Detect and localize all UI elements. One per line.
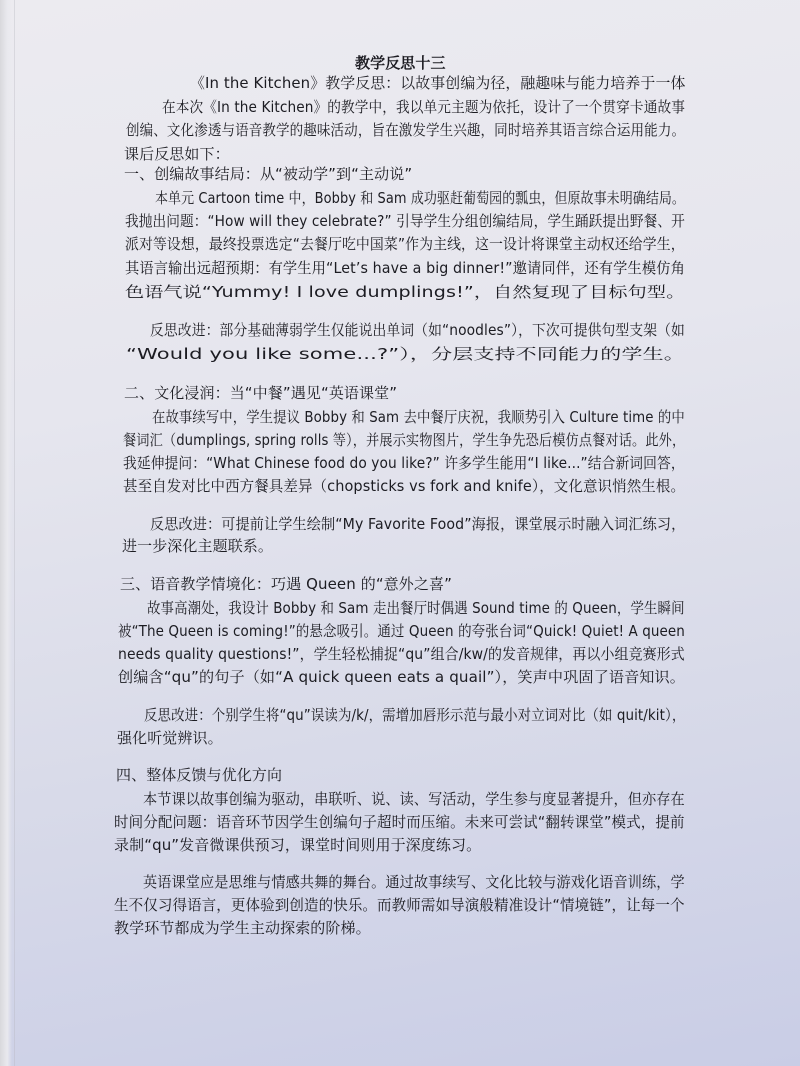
section-3-improvement-line: 强化听觉辨识。 xyxy=(117,729,223,747)
section-heading-2: 二、文化浸润：当“中餐”遇见“英语课堂” xyxy=(124,384,398,402)
section-3-body-line: 被“The Queen is coming!”的悬念吸引。通过 Queen 的夸张台词“Quick! Quiet! A queen xyxy=(118,622,685,640)
section-1-body-line: 其语言输出远超预期：有学生用“Let’s have a big dinner!”邀请同伴，还有学生模仿角 xyxy=(125,259,685,277)
section-1-improvement-line: 反思改进：部分基础薄弱学生仅能说出单词（如“noodles”），下次可提供句型支架（如 xyxy=(150,321,685,339)
section-1-body-line: 派对等设想，最终投票选定“去餐厅吃中国菜”作为主线，这一设计将课堂主动权还给学生， xyxy=(125,235,685,253)
section-2-improvement-line: 反思改进：可提前让学生绘制“My Favorite Food”海报，课堂展示时融入词汇练习， xyxy=(150,515,686,533)
section-2-body-line: 我延伸提问：“What Chinese food do you like?” 许多学生能用“I like...”结合新词回答， xyxy=(123,454,685,472)
intro-line: 在本次《In the Kitchen》的教学中，我以单元主题为依托，设计了一个贯穿卡通故事 xyxy=(162,98,685,116)
section-heading-4: 四、整体反馈与优化方向 xyxy=(116,766,283,784)
section-4-body-line: 录制“qu”发音微课供预习，课堂时间则用于深度练习。 xyxy=(114,836,482,854)
section-3-body-line: 创编含“qu”的句子（如“A quick queen eats a quail”），笑声中巩固了语音知识。 xyxy=(118,668,686,686)
section-4-body-line: 本节课以故事创编为驱动，串联听、说、读、写活动，学生参与度显著提升，但亦存在 xyxy=(143,790,685,808)
conclusion-line: 生不仅习得语言，更体验到创造的快乐。而教师需如导演般精准设计“情境链”，让每一个 xyxy=(114,896,685,914)
section-3-improvement-line: 反思改进：个别学生将“qu”误读为/k/，需增加唇形示范与最小对立词对比（如 quit/kit）， xyxy=(144,706,686,724)
section-2-body-line: 在故事续写中，学生提议 Bobby 和 Sam 去中餐厅庆祝，我顺势引入 Culture time 的中 xyxy=(152,408,685,426)
section-2-body-line: 餐词汇（dumplings, spring rolls 等），并展示实物图片，学生争先恐后模仿点餐对话。此外， xyxy=(123,431,686,449)
section-2-body-line: 甚至自发对比中西方餐具差异（chopsticks vs fork and knife），文化意识悄然生根。 xyxy=(123,477,686,495)
section-1-improvement-line: “Would you like some...?”），分层支持不同能力的学生。 xyxy=(126,345,685,363)
document-subtitle: 《In the Kitchen》教学反思：以故事创编为径，融趣味与能力培养于一体 xyxy=(190,74,686,92)
conclusion-line: 英语课堂应是思维与情感共舞的舞台。通过故事续写、文化比较与游戏化语音训练，学 xyxy=(143,873,685,891)
section-4-body-line: 时间分配问题：语音环节因学生创编句子超时而压缩。未来可尝试“翻转课堂”模式，提前 xyxy=(114,813,685,831)
section-heading-1: 一、创编故事结局：从“被动学”到“主动说” xyxy=(124,165,413,183)
section-3-body-line: 故事高潮处，我设计 Bobby 和 Sam 走出餐厅时偶遇 Sound time 的 Queen，学生瞬间 xyxy=(147,599,685,617)
intro-line: 创编、文化渗透与语音教学的趣味活动，旨在激发学生兴趣，同时培养其语言综合运用能力。 xyxy=(126,121,686,139)
section-1-body-line: 本单元 Cartoon time 中，Bobby 和 Sam 成功驱赶葡萄园的瓢虫，但原故事未明确结局。 xyxy=(155,189,685,207)
intro-line: 课后反思如下： xyxy=(124,145,230,163)
section-heading-3: 三、语音教学情境化：巧遇 Queen 的“意外之喜” xyxy=(120,575,452,593)
section-3-body-line: needs quality questions!”，学生轻松捕捉“qu”组合/kw/的发音规律，再以小组竞赛形式 xyxy=(118,645,685,663)
section-2-improvement-line: 进一步深化主题联系。 xyxy=(122,537,274,555)
section-1-body-line: 我抛出问题：“How will they celebrate?” 引导学生分组创编结局，学生踊跃提出野餐、开 xyxy=(125,212,685,230)
document-title: 教学反思十三 xyxy=(355,54,446,72)
section-1-body-line: 色语气说“Yummy! I love dumplings!”，自然复现了目标句型。 xyxy=(125,283,686,301)
conclusion-line: 教学环节都成为学生主动探索的阶梯。 xyxy=(114,919,371,937)
